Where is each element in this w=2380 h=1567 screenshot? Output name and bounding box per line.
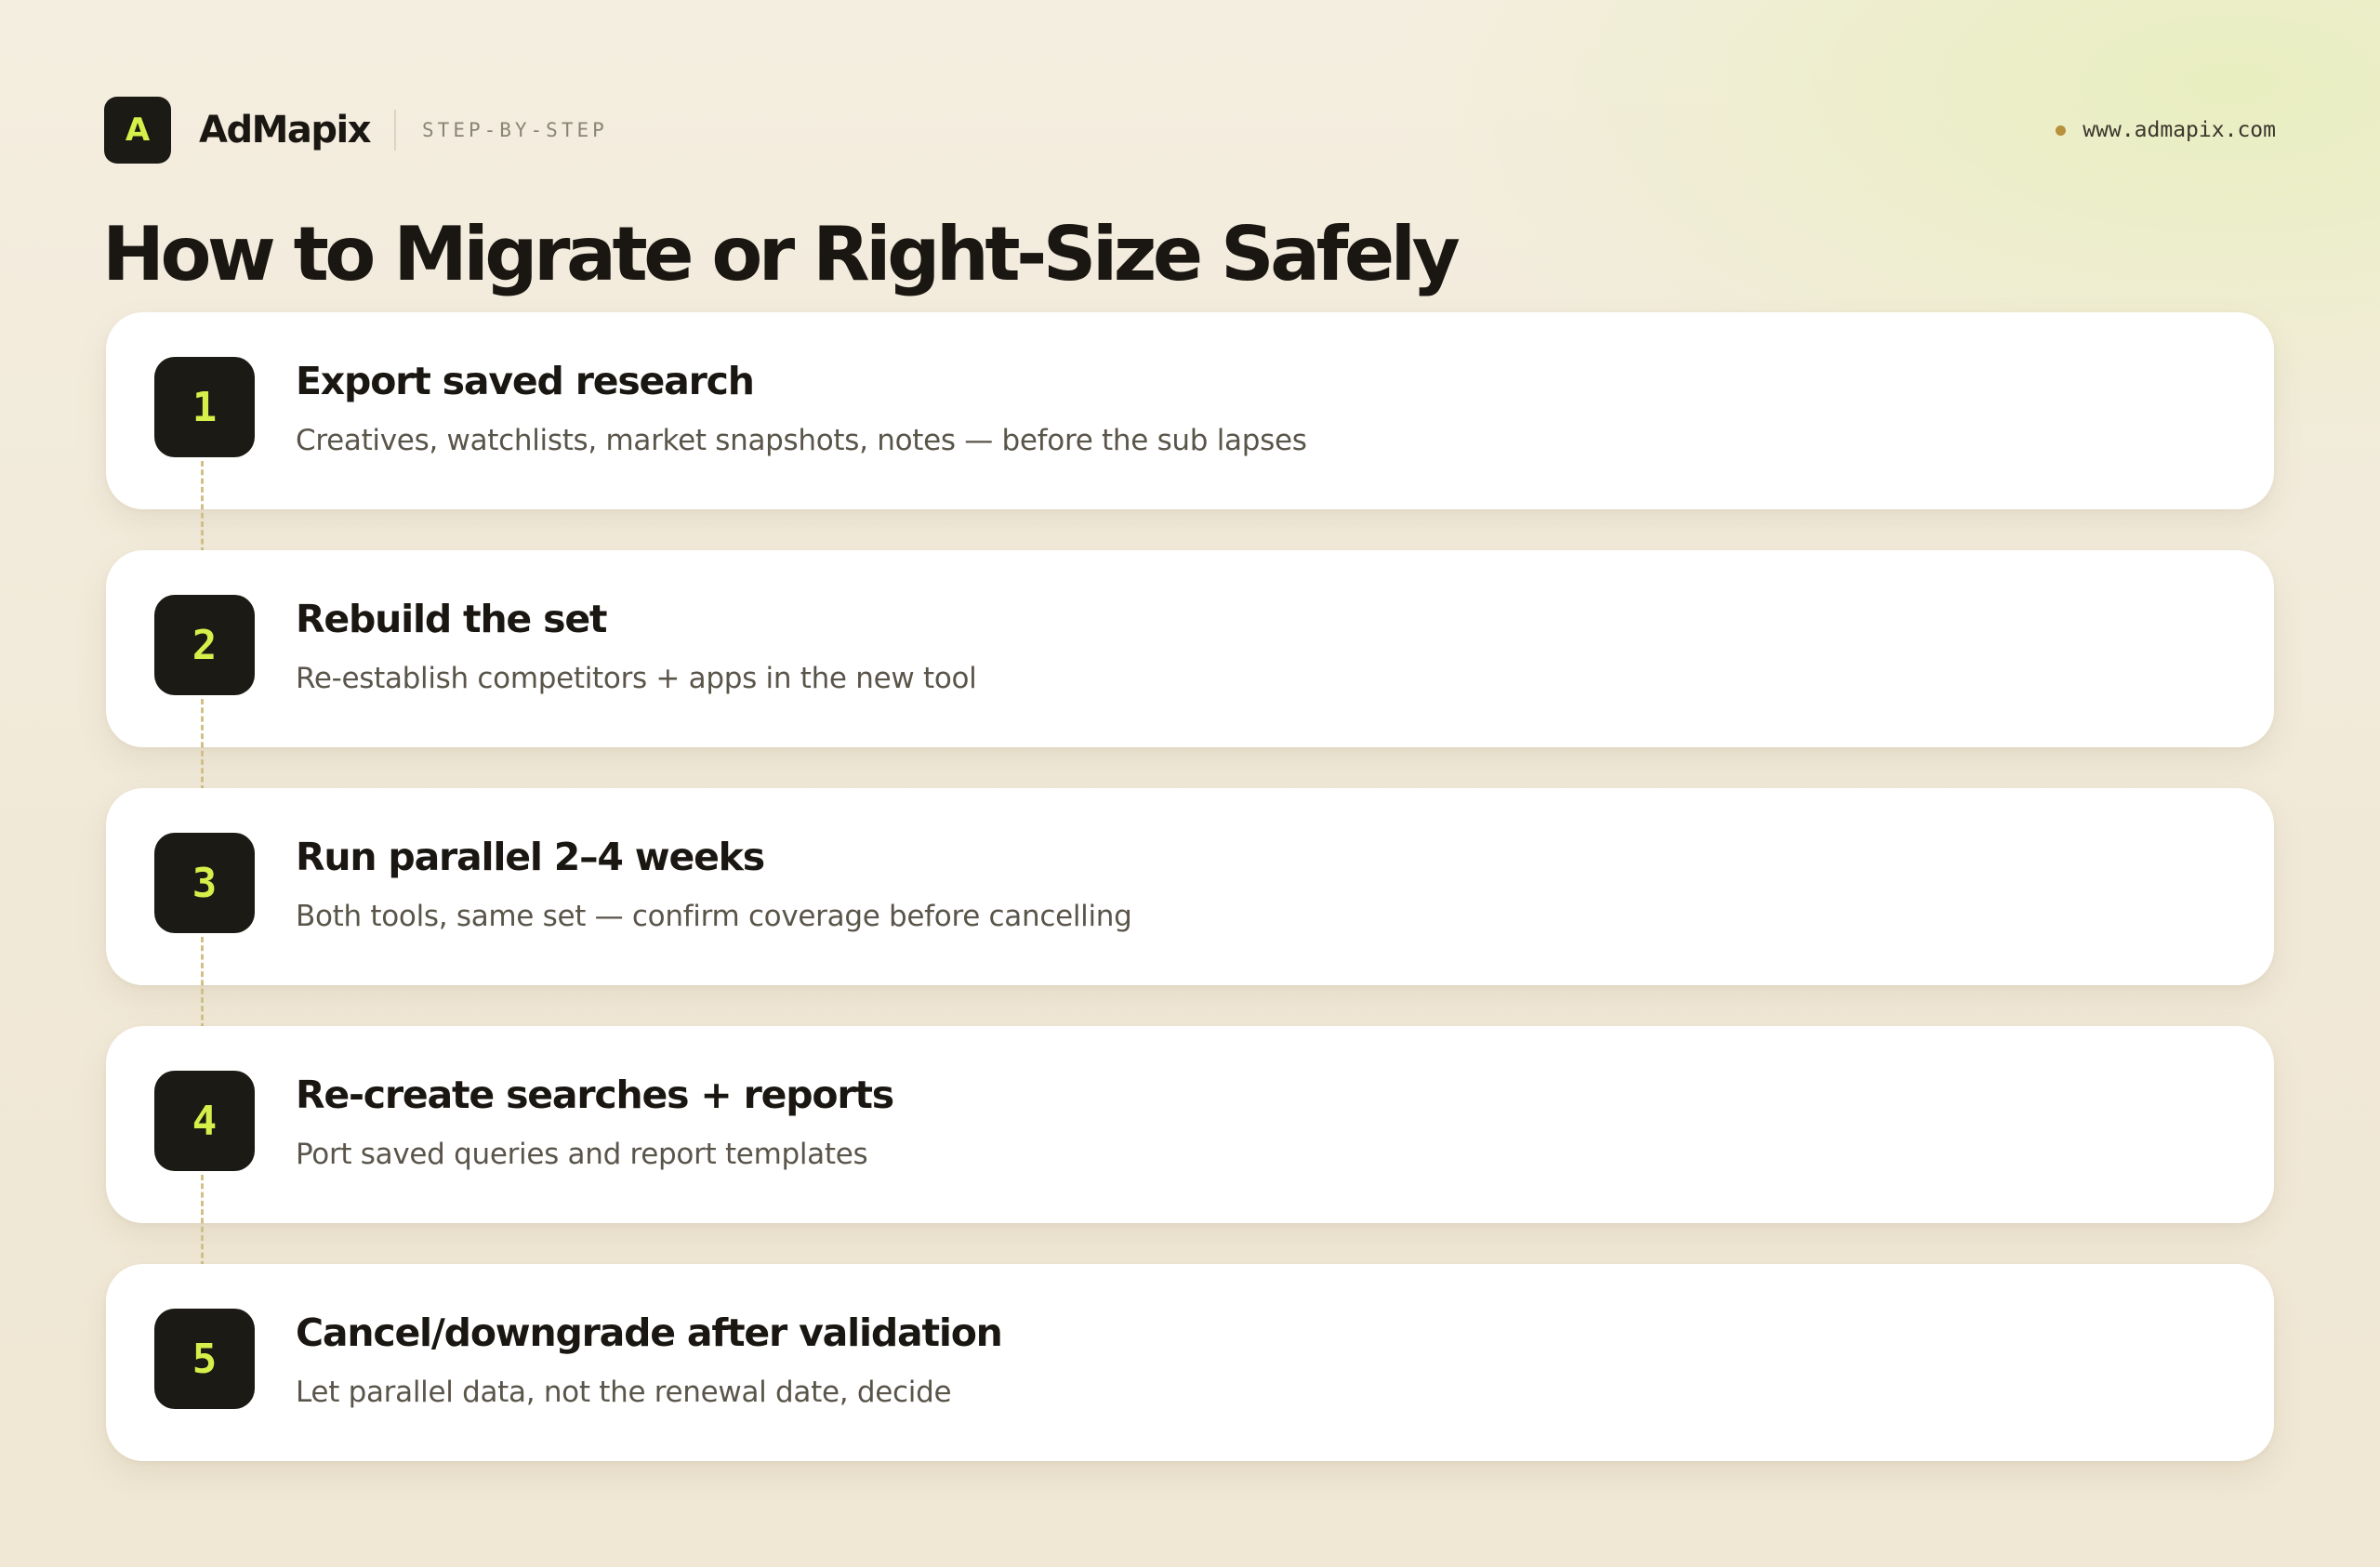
step-description: Let parallel data, not the renewal date, decide: [296, 1376, 952, 1409]
step-number: 1: [192, 383, 218, 431]
website-url[interactable]: www.admapix.com: [2082, 118, 2276, 142]
section-tag: STEP-BY-STEP: [422, 119, 608, 141]
step-title: Re-create searches + reports: [296, 1073, 893, 1117]
brand-name: AdMapix: [199, 109, 371, 151]
step-card-4: [106, 1026, 2274, 1223]
header-divider: [394, 110, 396, 151]
page-title: How to Migrate or Right-Size Safely: [102, 211, 1457, 297]
step-title: Rebuild the set: [296, 597, 607, 641]
step-number-badge: [154, 357, 255, 457]
step-description: Creatives, watchlists, market snapshots, notes — before the sub lapses: [296, 424, 1307, 457]
step-card-1: [106, 312, 2274, 509]
step-card-2: [106, 550, 2274, 747]
step-number-badge: [154, 1071, 255, 1171]
step-title: Cancel/downgrade after validation: [296, 1310, 1002, 1355]
step-card-3: [106, 788, 2274, 985]
website-link[interactable]: [2056, 97, 2276, 164]
step-number: 4: [192, 1097, 218, 1145]
step-number-badge: [154, 595, 255, 695]
step-card-5: [106, 1264, 2274, 1461]
step-description: Port saved queries and report templates: [296, 1138, 868, 1171]
step-number-badge: [154, 833, 255, 933]
step-number-badge: [154, 1309, 255, 1409]
step-title: Export saved research: [296, 359, 754, 403]
dot-icon: [2056, 125, 2066, 136]
logo-letter: A: [125, 112, 151, 149]
steps-list: [106, 312, 2274, 1461]
step-description: Re-establish competitors + apps in the new tool: [296, 662, 977, 695]
logo-badge: [104, 97, 171, 164]
step-description: Both tools, same set — confirm coverage before cancelling: [296, 900, 1132, 933]
header: [104, 97, 608, 164]
step-number: 3: [192, 859, 218, 907]
step-number: 2: [192, 621, 218, 669]
step-number: 5: [192, 1335, 218, 1383]
step-title: Run parallel 2–4 weeks: [296, 835, 764, 879]
